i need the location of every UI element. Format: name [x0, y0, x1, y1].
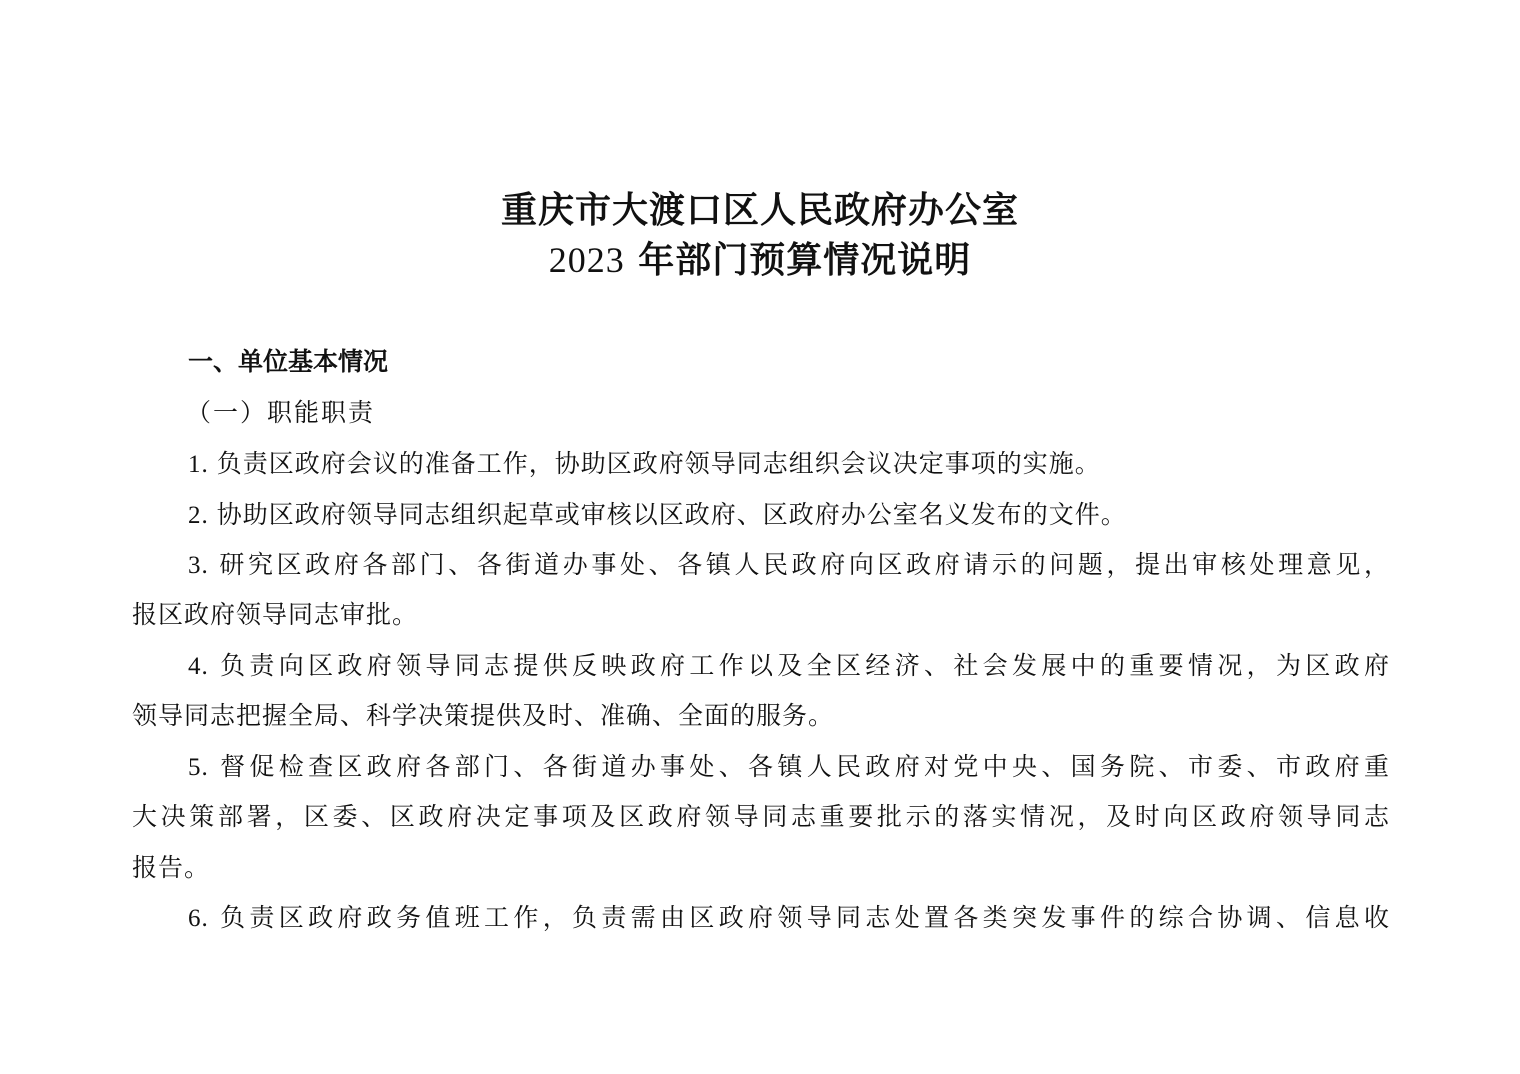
list-item-5-cont: 大决策部署，区委、区政府决定事项及区政府领导同志重要批示的落实情况，及时向区政府领导同志: [132, 802, 1390, 831]
list-item-6: [188, 900, 1390, 937]
subsection-heading: （一）职能职责: [186, 398, 376, 427]
item-text: 督促检查区政府各部门、各街道办事处、各镇人民政府对党中央、国务院、市委、市政府重: [216, 752, 1390, 781]
list-item-4: [188, 648, 1390, 685]
title-line2-text: 年部门预算情况说明: [638, 239, 972, 281]
list-item-5: [188, 749, 1390, 786]
item-number: 6.: [188, 905, 209, 932]
list-item-4-cont: 领导同志把握全局、科学决策提供及时、准确、全面的服务。: [132, 701, 835, 730]
document-title-line1: 重庆市大渡口区人民政府办公室: [500, 189, 1019, 231]
item-text: 协助区政府领导同志组织起草或审核以区政府、区政府办公室名义发布的文件。: [216, 500, 1127, 529]
item-number: 2.: [188, 502, 209, 529]
item-text: 负责向区政府领导同志提供反映政府工作以及全区经济、社会发展中的重要情况，为区政府: [216, 651, 1390, 680]
list-item-3: [188, 547, 1390, 584]
item-text: 负责区政府政务值班工作，负责需由区政府领导同志处置各类突发事件的综合协调、信息收: [216, 903, 1390, 932]
item-number: 4.: [188, 653, 209, 680]
list-item-5-cont2: 报告。: [132, 853, 211, 882]
list-item-3-cont: 报区政府领导同志审批。: [132, 600, 419, 629]
item-number: 3.: [188, 552, 209, 579]
item-number: 5.: [188, 754, 209, 781]
item-text: 研究区政府各部门、各街道办事处、各镇人民政府向区政府请示的问题，提出审核处理意见，: [216, 550, 1390, 579]
document-title-line2: [0, 236, 1520, 284]
title-year: 2023: [548, 240, 625, 280]
section-heading: 一、单位基本情况: [188, 347, 389, 376]
list-item-2: [188, 497, 1127, 534]
item-text: 负责区政府会议的准备工作，协助区政府领导同志组织会议决定事项的实施。: [216, 449, 1101, 478]
list-item-1: [188, 446, 1101, 483]
item-number: 1.: [188, 451, 209, 478]
